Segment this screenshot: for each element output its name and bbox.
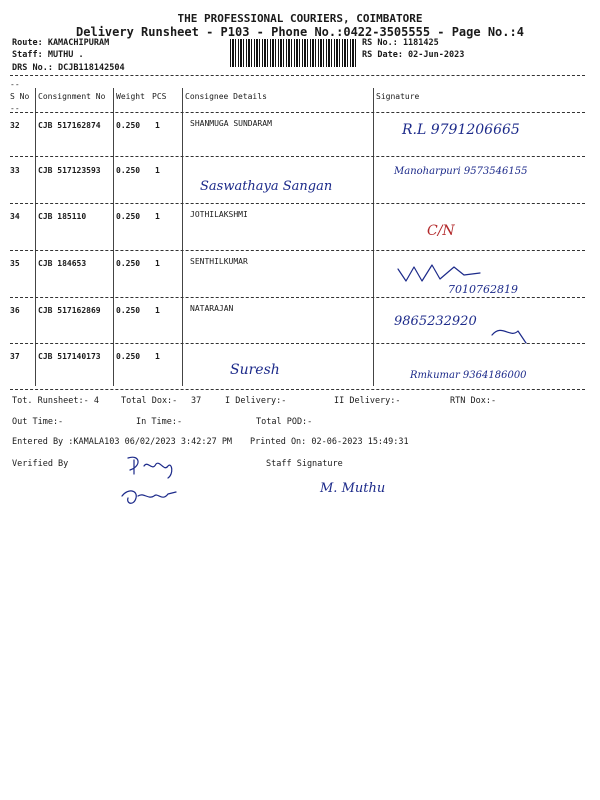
printed-on: Printed On: 02-06-2023 15:49:31 (250, 437, 409, 447)
handwritten-signature (392, 305, 572, 345)
handwritten-cn-mark (425, 215, 485, 245)
row-consignment: CJB 184653 (38, 259, 87, 268)
row-pcs: 1 (155, 212, 160, 221)
row-consignment: CJB 517162874 (38, 121, 101, 130)
col-header-signature: Signature (376, 92, 420, 101)
handwritten-signature (408, 358, 568, 390)
runsheet-title: Delivery Runsheet - P103 - Phone No.:0422-3505555 - Page No.:4 (76, 25, 524, 39)
row-sno: 34 (10, 212, 20, 221)
divider-mark: -- (10, 104, 20, 113)
svg-text:Suresh: Suresh (230, 362, 280, 378)
col-header-sno: S No (10, 92, 30, 101)
row-divider (10, 297, 585, 298)
row-divider (10, 250, 585, 251)
staff-label: Staff: MUTHU . (12, 50, 84, 60)
row-sno: 32 (10, 121, 20, 130)
row-sno: 33 (10, 166, 20, 175)
row-consignment: CJB 517162869 (38, 306, 101, 315)
total-dox-value: 37 (191, 396, 202, 406)
col-header-consignee: Consignee Details (185, 92, 267, 101)
row-sno: 36 (10, 306, 20, 315)
row-consignment: CJB 517123593 (38, 166, 101, 175)
route-label: Route: KAMACHIPURAM (12, 38, 110, 48)
rtn-dox-label: RTN Dox:- (450, 396, 497, 406)
col-header-consignment: Consignment No (38, 92, 106, 101)
staff-signature (318, 472, 418, 502)
row-weight: 0.250 (116, 121, 141, 130)
col-header-pcs: PCS (152, 92, 167, 101)
out-time-label: Out Time:- (12, 417, 64, 427)
row-consignee: JOTHILAKSHMI (190, 210, 248, 219)
row-weight: 0.250 (116, 259, 141, 268)
divider-mark: -- (10, 80, 20, 89)
verified-by-label: Verified By (12, 459, 69, 469)
in-time-label: In Time:- (136, 417, 183, 427)
column-divider (182, 88, 183, 386)
row-weight: 0.250 (116, 166, 141, 175)
row-divider (10, 389, 585, 390)
svg-text:Saswathaya Sangan: Saswathaya Sangan (200, 179, 333, 194)
row-consignment: CJB 185110 (38, 212, 87, 221)
staff-signature-label: Staff Signature (266, 459, 343, 469)
svg-text:R.L 9791206665: R.L 9791206665 (402, 122, 520, 138)
row-sno: 35 (10, 259, 20, 268)
svg-text:M. Muthu: M. Muthu (320, 481, 386, 496)
tot-runsheet: Tot. Runsheet:- 4 (12, 396, 99, 406)
col-header-weight: Weight (116, 92, 145, 101)
rs-number: RS No.: 1181425 (362, 38, 439, 48)
handwritten-consignee-name (198, 170, 368, 200)
row-pcs: 1 (155, 121, 160, 130)
column-divider (373, 88, 374, 386)
row-pcs: 1 (155, 306, 160, 315)
i-delivery-label: I Delivery:- (225, 396, 287, 406)
row-consignee: NATARAJAN (190, 304, 234, 313)
total-pod-label: Total POD:- (256, 417, 313, 427)
entered-by: Entered By :KAMALA103 06/02/2023 3:42:27 PM (12, 437, 233, 447)
column-divider (35, 88, 36, 386)
verifier-signature (118, 452, 188, 514)
row-divider (10, 156, 585, 157)
svg-text:Manoharpuri 9573546155: Manoharpuri 9573546155 (394, 166, 528, 177)
total-dox-label: Total Dox:- (121, 396, 178, 406)
svg-text:9865232920: 9865232920 (394, 314, 477, 329)
handwritten-signature (392, 160, 572, 200)
row-consignee: SENTHILKUMAR (190, 257, 248, 266)
handwritten-signature (400, 112, 570, 154)
row-consignee: SHANMUGA SUNDARAM (190, 119, 272, 128)
svg-text:Rmkumar 9364186000: Rmkumar 9364186000 (410, 370, 527, 381)
column-divider (113, 88, 114, 386)
row-divider (10, 203, 585, 204)
row-weight: 0.250 (116, 306, 141, 315)
row-weight: 0.250 (116, 212, 141, 221)
row-pcs: 1 (155, 166, 160, 175)
row-weight: 0.250 (116, 352, 141, 361)
barcode-image (230, 39, 358, 67)
svg-text:7010762819: 7010762819 (448, 283, 518, 296)
handwritten-signature (392, 255, 572, 297)
row-consignment: CJB 517140173 (38, 352, 101, 361)
row-pcs: 1 (155, 259, 160, 268)
row-sno: 37 (10, 352, 20, 361)
ii-delivery-label: II Delivery:- (334, 396, 401, 406)
company-title: THE PROFESSIONAL COURIERS, COIMBATORE (177, 12, 423, 25)
row-pcs: 1 (155, 352, 160, 361)
handwritten-consignee-name (228, 350, 318, 384)
divider (10, 75, 585, 76)
drs-number: DRS No.: DCJB118142504 (12, 63, 125, 73)
rs-date: RS Date: 02-Jun-2023 (362, 50, 465, 60)
row-divider (10, 343, 585, 344)
svg-text:C/N: C/N (427, 223, 455, 239)
